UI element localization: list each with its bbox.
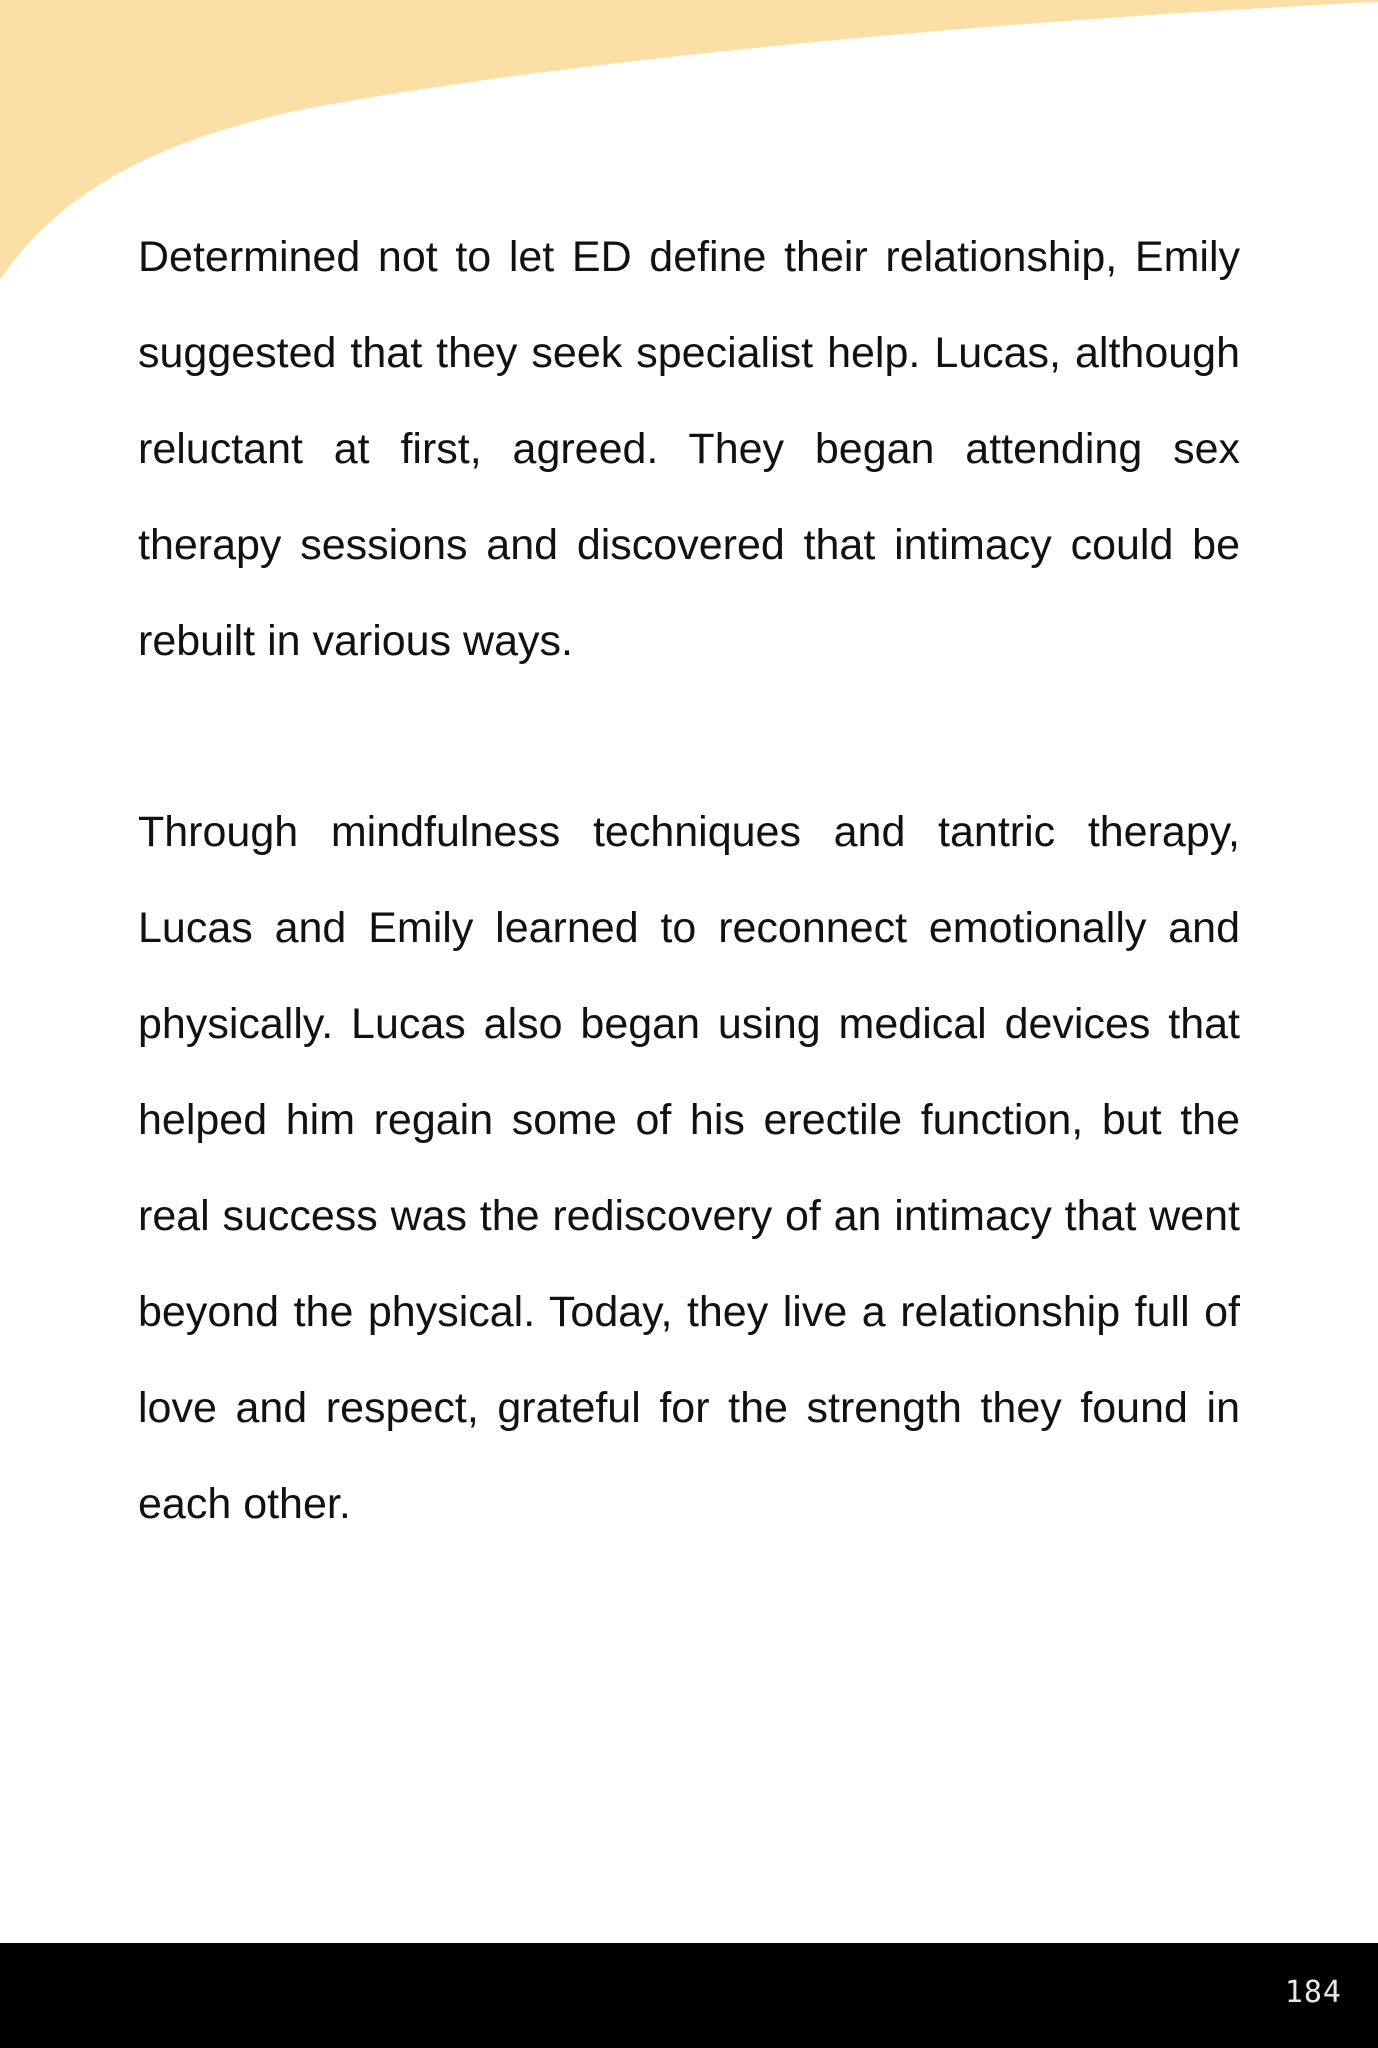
paragraph-2: Through mindfulness techniques and tantric therapy, Lucas and Emily learned to reconnect emotionally and physically. Lucas also began using medical devices that helped him regain some of his erectile function, but the real success was the rediscovery of an intimacy that went beyond the physical. Today, they live a relationship full of love and respect, grateful for the strength they found in each other. — [138, 808, 1240, 1528]
page-number: 184 — [1284, 1975, 1342, 2010]
footer-bar — [0, 1943, 1378, 2048]
paragraph-1: Determined not to let ED define their relationship, Emily suggested that they seek specialist help. Lucas, although reluctant at first, agreed. They began attending sex therapy sessions and discovered that intimacy could be rebuilt in various ways. — [138, 233, 1240, 665]
page-body — [138, 209, 1240, 1552]
